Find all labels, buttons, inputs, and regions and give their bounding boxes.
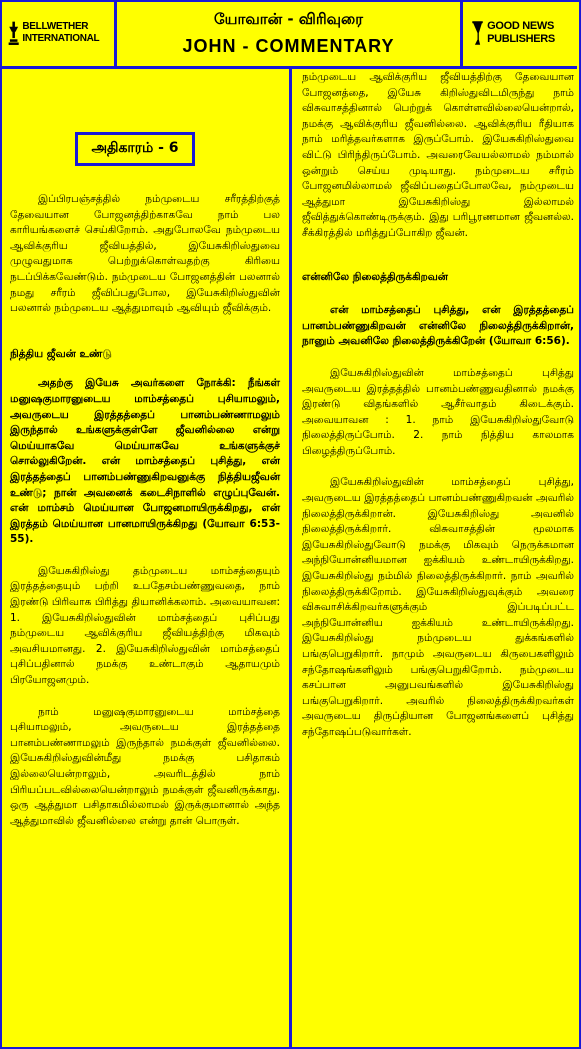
right-logo-text: GOOD NEWS PUBLISHERS [487, 20, 555, 45]
bellwether-logo [0, 0, 117, 66]
column-divider [289, 66, 292, 1049]
paragraph: இயேசுகிறிஸ்துவின் மாம்சத்தைப் புசித்து அவருடைய இரத்தத்தில் பானம்பண்ணுவதினால் நமக்கு இரண்டு விதங்களில் ஆசீர்வாதம் கிடைக்கும். அவையாவன : 1. நாம் இயேசுகிறிஸ்துவோடு நிலைத்திருப்போம். 2. நாம் நித்திய காலமாக பிழைத்திருப்போம். [302, 366, 574, 457]
verse-quote: என் மாம்சத்தைப் புசித்து, என் இரத்தத்தைப் பானம்பண்ணுகிறவன் என்னிலே நிலைத்திருக்கிறான், நானும் அவனிலே நிலைத்திருக்கிறேன் (யோவா 6:56). [302, 304, 574, 348]
good-news-logo [463, 0, 577, 66]
paragraph: இப்பிரபஞ்சத்தில் நம்முடைய சரீரத்திற்குத் தேவையான போஜனத்திற்காகவே நாம் பல காரியங்களைச் செய்கிறோம். அதுபோலவே நம்முடைய ஆவிக்குரிய ஜீவியத்தில், இயேசுகிறிஸ்துவை முழுவதுமாக பெற்றுக்கொள்வதற்கு கிரியை நடப்பிக்கவேண்டும். நம்முடைய போஜனத்தின் பலனால் நமது சரீரம் ஜீவிப்பதுபோல, இயேசுகிறிஸ்துவின் பலனால் நம்முடைய ஆத்துமாவும் ஆவியும் ஜீவிக்கும். [10, 193, 280, 315]
section-heading: என்னிலே நிலைத்திருக்கிறவன் [302, 270, 448, 283]
section-heading: நித்திய ஜீவன் உண்டு [10, 347, 112, 360]
right-column [302, 70, 574, 741]
header-title [117, 0, 463, 66]
lamp-icon [8, 13, 19, 53]
left-column [10, 70, 280, 829]
paragraph: நாம் மனுஷகுமாரனுடைய மாம்சத்தை புசியாமலும், அவருடைய இரத்தத்தை பானம்பண்ணாமலும் இருந்தால் நமக்குள் ஜீவனில்லை. இயேசுகிறிஸ்துவின்மீது நமக்கு பசிதாகம் இல்லையென்றாலும், அவரிடத்தில் நாம் பிரியப்படவில்லையென்றாலும் நமக்குள் ஜீவனிருக்காது. ஒரு ஆத்துமா பசிதாகமில்லாமல் இருக்குமானால் அந்த ஆத்துமாவில் ஜீவனில்லை என்று தான் பொருள். [10, 705, 280, 827]
paragraph: இயேசுகிறிஸ்து தம்முடைய மாம்சத்தையும் இரத்தத்தையும் பற்றி உபதேசம்பண்ணுவதை, நாம் இரண்டு பிரிவாக பிரித்து தியானிக்கலாம். அவையாவன: 1. இயேசுகிறிஸ்துவின் மாம்சத்தைப் புசிப்பது நம்முடைய ஆவிக்குரிய ஜீவியத்திற்கு மிகவும் அவசியமானது. 2. இயேசுகிறிஸ்துவின் மாம்சத்தைப் புசிப்பதினால் நமக்கு உண்டாகும் ஆதாயமும் பிரயோஜனமும். [10, 564, 280, 687]
verse-quote: அதற்கு இயேசு அவர்களை நோக்கி: நீங்கள் மனுஷகுமாரனுடைய மாம்சத்தைப் புசியாமலும், அவருடைய இரத்தத்தைப் பானம்பண்ணாமலும் இருந்தால் உங்களுக்குள்ளே ஜீவனில்லை என்று மெய்யாகவே மெய்யாகவே உங்களுக்குச் சொல்லுகிறேன். என் மாம்சத்தைப் புசித்து, என் இரத்தத்தைப் பானம்பண்ணுகிறவனுக்கு நித்தியஜீவன் உண்டு; நான் அவனைக் கடைசிநாளில் எழுப்புவேன். என் மாம்சம் மெய்யான போஜனமாயிருக்கிறது, என் இரத்தம் மெய்யான பானமாயிருக்கிறது (யோவா 6:53-55). [10, 377, 280, 546]
left-logo-text: BELLWETHER INTERNATIONAL [22, 21, 100, 44]
trumpet-icon [471, 13, 484, 53]
chapter-box [75, 132, 195, 166]
chapter-label: அதிகாரம் - 6 [91, 140, 179, 157]
paragraph: நம்முடைய ஆவிக்குரிய ஜீவியத்திற்கு தேவையான போஜனத்தை, இயேசு கிறிஸ்துவிடமிருந்து நாம் விசுவாசத்தினால் பெற்றுக் கொள்ளவில்லையென்றால், நமக்கு ஆவிக்குரிய ஜீவனில்லை. ஆவிக்குரிய ரீதியாக நாம் மரித்தவர்களாக இருப்போம். இயேசுகிறிஸ்துவை விட்டு பிரிந்திருப்போம். அவரைவேயல்லாமல் நம்மால் ஒன்றும் செய்ய முடியாது. நம்முடைய சரீரம் போஜனமில்லாமல் ஜீவிப்பதைப்போலவே, நம்முடைய ஆத்துமா இயேசுகிறிஸ்து இல்லாமல் ஜீவித்துக்கொண்டிருக்கும். இது பரிபூரணமான ஜீவனல்ல. சீக்கிரத்தில் மரித்துப்போகிற ஜீவன். [302, 71, 574, 239]
title-tamil: யோவான் - விரிவுரை [214, 9, 363, 28]
paragraph: இயேசுகிறிஸ்துவின் மாம்சத்தைப் புசித்து, அவருடைய இரத்தத்தைப் பானம்பண்ணுகிறவன் அவரில் நிலைத்திருக்கிறான். இயேசுகிறிஸ்து அவனில் நிலைத்திருக்கிறார். விசுவாசத்தின் மூலமாக இயேசுகிறிஸ்துவோடு நமக்கு மிகவும் நெருக்கமான அந்நியோன்னியமான ஐக்கியம் உண்டாயிருக்கிறது. இயேசுகிறிஸ்து நம்மில் நிலைத்திருக்கிறார். நாம் அவரில் நிலைத்திருக்கிறோம். இயேசுகிறிஸ்துவுக்கும் அவரை விசுவாசிக்கிறவர்களுக்கும் இப்படிப்பட்ட அந்நியோன்னிய ஐக்கியம் உண்டாயிருக்கிறது. இயேசுகிறிஸ்து நம்முடைய துக்கங்களில் பங்குபெறுகிறார். நாமும் அவருடைய கிருபைகளிலும் சந்தோஷங்களிலும் பங்குபெறுகிறோம். நம்முடைய கசப்பான அனுபவங்களில் இயேசுகிறிஸ்து பங்குபெறுகிறார். அவரில் நிலைத்திருக்கிறவர்கள் அவருடைய திருப்தியான போஜனங்களைப் புசித்து சந்தோஷப்படுவார்கள். [302, 476, 574, 738]
header [0, 0, 577, 69]
title-english: JOHN - COMMENTARY [182, 35, 395, 56]
